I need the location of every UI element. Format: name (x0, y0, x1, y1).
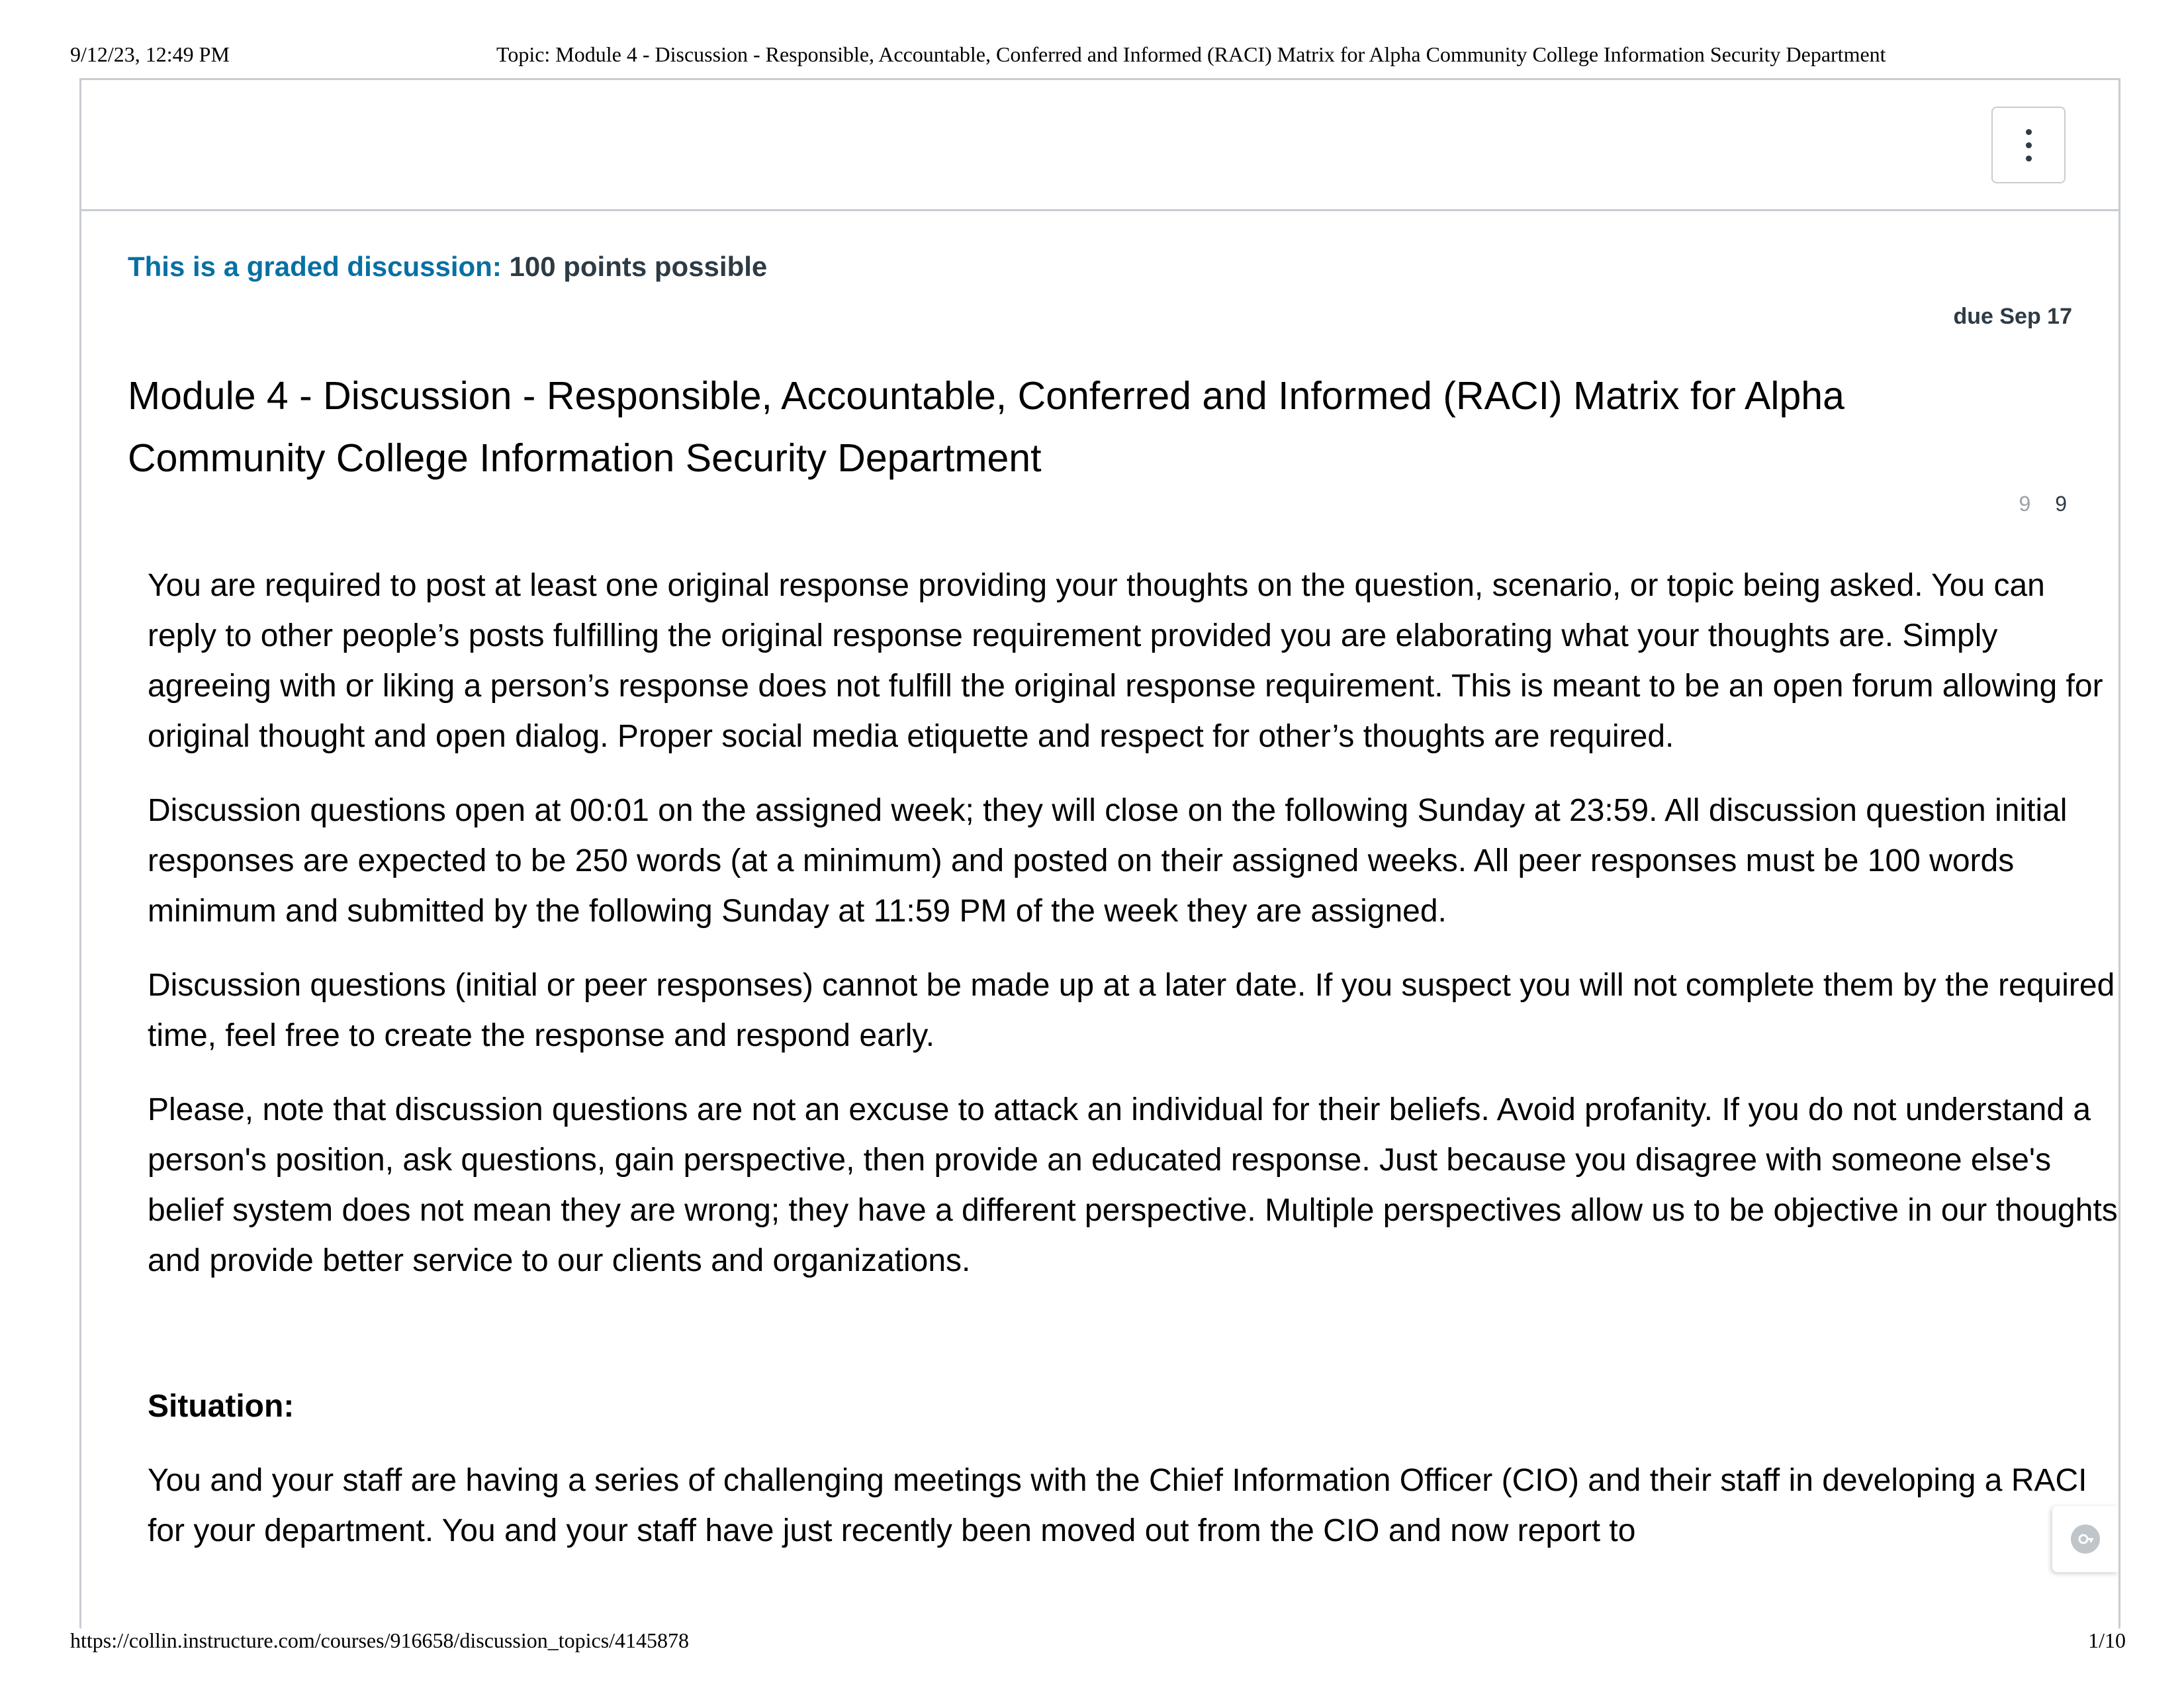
floating-help-button[interactable] (2052, 1506, 2118, 1572)
body-paragraph: Discussion questions (initial or peer responses) cannot be made up at a later date. If you suspect you will not complete them by the required time, feel free to create the response and respond early. (148, 968, 2115, 1053)
print-date: 9/12/23, 12:49 PM (70, 42, 230, 66)
reply-counts (2019, 492, 2067, 516)
discussion-frame (79, 78, 2120, 1628)
reply-count: 9 (2055, 492, 2067, 516)
discussion-toolbar (81, 80, 2118, 211)
points-possible: 100 points possible (509, 251, 768, 282)
kebab-menu-icon (2026, 129, 2032, 135)
print-url: https://collin.instructure.com/courses/916658/discussion_topics/4145878 (70, 1628, 690, 1652)
more-options-button[interactable] (1991, 107, 2066, 183)
print-header (0, 42, 2184, 71)
discussion-title: Module 4 - Discussion - Responsible, Accountable, Conferred and Informed (RACI) Matrix for Alpha Community College Information Security Department (128, 374, 1844, 480)
help-icon (2071, 1524, 2100, 1554)
print-footer (0, 1628, 2184, 1658)
print-page-number: 1/10 (2088, 1628, 2126, 1652)
graded-label: This is a graded discussion: (128, 251, 502, 282)
due-date: due Sep 17 (1953, 304, 2072, 329)
situation-paragraph: You and your staff are having a series of challenging meetings with the Chief Information Officer (CIO) and their staff in developing a RACI for your department. You and your staff have just recently been moved out from the CIO and now report to (148, 1463, 2087, 1548)
print-page-title: Topic: Module 4 - Discussion - Responsible, Accountable, Conferred and Informed (RACI) Matrix for Alpha Community College Information Security Department (496, 42, 1886, 66)
unread-count: 9 (2019, 492, 2031, 516)
graded-discussion-info (128, 251, 767, 283)
discussion-body (148, 561, 2120, 1580)
body-paragraph: Discussion questions open at 00:01 on the assigned week; they will close on the following Sunday at 23:59. All discussion question initial responses are expected to be 250 words (at a minimum) and posted on their assigned weeks. All peer responses must be 100 words minimum and submitted by the following Sunday at 11:59 PM of the week they are assigned. (148, 793, 2068, 929)
body-paragraph: You are required to post at least one original response providing your thoughts on the question, scenario, or topic being asked. You can reply to other people’s posts fulfilling the original response requirement provided you are elaborating what your thoughts are. Simply agreeing with or liking a person’s response does not fulfill the original response requirement. This is meant to be an open forum allowing for original thought and open dialog. Proper social media etiquette and respect for other’s thoughts are required. (148, 568, 2103, 754)
body-paragraph: Please, note that discussion questions are not an excuse to attack an individual for their beliefs. Avoid profanity. If you do not understand a person's position, ask questions, gain perspective, then provide an educated response. Just because you disagree with someone else's belief system does not mean they are wrong; they have a different perspective. Multiple perspectives allow us to be objective in our thoughts and provide better service to our clients and organizations. (148, 1092, 2118, 1278)
situation-heading: Situation: (148, 1389, 295, 1424)
